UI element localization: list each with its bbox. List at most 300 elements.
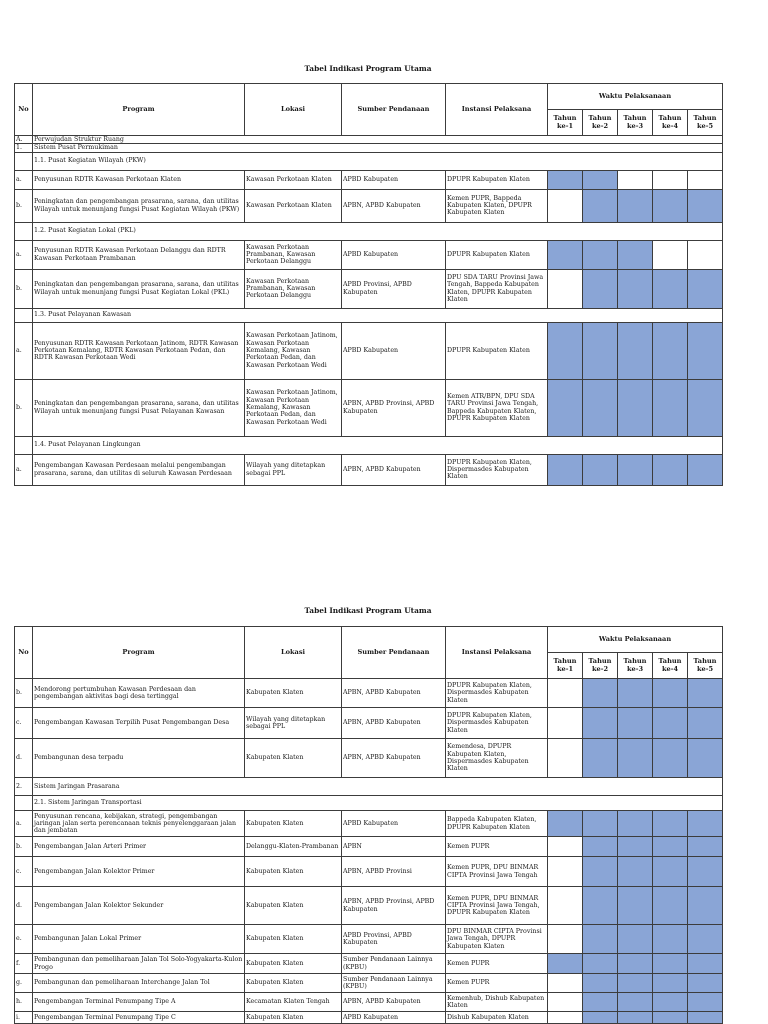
year-4-cell	[653, 240, 688, 269]
year-2-cell	[583, 240, 618, 269]
year-2-cell	[583, 379, 618, 436]
year-1-cell	[548, 679, 583, 708]
lokasi-cell: Kabupaten Klaten	[245, 857, 342, 887]
year-3-cell	[618, 925, 653, 954]
year-5-cell	[688, 170, 723, 189]
program-cell	[33, 887, 245, 925]
table-row	[15, 189, 723, 222]
sumber-cell: APBN, APBD Kabupaten	[342, 739, 446, 778]
table-row	[15, 240, 723, 269]
program-cell	[33, 240, 245, 269]
table-row	[15, 1012, 723, 1024]
program-wrap	[34, 719, 243, 726]
program-text: Penyusunan RDTR Kawasan Perkotaan Jatinom, RDTR Kawasan Perkotaan Kemalang, RDTR Kawasan Perkotaan Pedan, dan RDTR Kawasan Perkotaan Wedi	[34, 339, 239, 362]
sumber-cell: Sumber Pendanaan Lainnya (KPBU)	[342, 974, 446, 993]
table-row	[15, 837, 723, 857]
year-3-cell	[618, 974, 653, 993]
program-wrap	[34, 843, 243, 850]
program-wrap	[34, 979, 243, 986]
program-text: Penyusunan RDTR Kawasan Perkotaan Klaten	[34, 175, 182, 183]
year-3-cell	[618, 170, 653, 189]
year-3-cell	[618, 811, 653, 837]
year-3-cell	[618, 240, 653, 269]
group-row	[15, 136, 723, 144]
program-text: Penyusunan RDTR Kawasan Perkotaan Delanggu dan RDTR Kawasan Perkotaan Prambanan	[34, 247, 226, 262]
subgroup-title: 1.1. Pusat Kegiatan Wilayah (PKW)	[33, 152, 723, 170]
row-number	[15, 308, 33, 322]
year-5-cell	[688, 454, 723, 485]
year-2-cell	[583, 811, 618, 837]
year-4-cell	[653, 954, 688, 974]
item-letter: b.	[16, 201, 23, 209]
header-year-4: Tahun ke-4	[653, 653, 688, 679]
program-cell	[33, 954, 245, 974]
program-wrap	[34, 868, 243, 875]
program-cell	[33, 1012, 245, 1024]
program-cell	[33, 925, 245, 954]
header-program: Program	[33, 84, 245, 136]
group-row	[15, 144, 723, 152]
year-3-cell	[618, 954, 653, 974]
year-3-cell	[618, 993, 653, 1012]
year-4-cell	[653, 708, 688, 739]
program-cell	[33, 974, 245, 993]
year-3-cell	[618, 1012, 653, 1024]
lokasi-cell: Kabupaten Klaten	[245, 679, 342, 708]
year-1-cell	[548, 240, 583, 269]
header-sumber: Sumber Pendanaan	[342, 627, 446, 679]
year-3-cell	[618, 708, 653, 739]
header-lokasi: Lokasi	[245, 84, 342, 136]
sumber-cell: APBN, APBD Provinsi, APBD Kabupaten	[342, 379, 446, 436]
sumber-cell: APBD Kabupaten	[342, 811, 446, 837]
year-5-cell	[688, 269, 723, 308]
header-year-5: Tahun ke-5	[688, 653, 723, 679]
instansi-cell: Kemenhub, Dishub Kabupaten Klaten	[446, 993, 548, 1012]
year-5-cell	[688, 739, 723, 778]
row-number	[15, 993, 33, 1012]
instansi-cell: Kemen ATR/BPN, DPU SDA TARU Provinsi Jawa Tengah, Bappeda Kabupaten Klaten, DPUPR Kabupaten Klaten	[446, 379, 548, 436]
program-text: Pengembangan Jalan Arteri Primer	[34, 842, 147, 850]
year-2-cell	[583, 679, 618, 708]
year-3-cell	[618, 269, 653, 308]
program-wrap	[34, 247, 243, 262]
sumber-cell: APBD Kabupaten	[342, 1012, 446, 1024]
page-2-title: Tabel Indikasi Program Utama	[304, 606, 432, 615]
item-letter: h.	[16, 998, 23, 1006]
year-2-cell	[583, 739, 618, 778]
item-letter: g.	[16, 979, 23, 987]
year-2-cell	[583, 954, 618, 974]
year-5-cell	[688, 993, 723, 1012]
year-2-cell	[583, 993, 618, 1012]
row-number	[15, 152, 33, 170]
year-5-cell	[688, 379, 723, 436]
header-instansi: Instansi Pelaksana	[446, 84, 548, 136]
item-letter: e.	[16, 935, 22, 943]
page-1-title: Tabel Indikasi Program Utama	[304, 64, 432, 73]
year-4-cell	[653, 993, 688, 1012]
program-cell	[33, 322, 245, 379]
header-year-3: Tahun ke-3	[618, 110, 653, 136]
year-5-cell	[688, 887, 723, 925]
row-number	[15, 436, 33, 454]
header-year-2: Tahun ke-2	[583, 110, 618, 136]
year-4-cell	[653, 679, 688, 708]
sumber-cell: APBN, APBD Kabupaten	[342, 708, 446, 739]
year-3-cell	[618, 857, 653, 887]
row-number: 1.	[15, 144, 33, 152]
program-cell	[33, 837, 245, 857]
program-cell	[33, 170, 245, 189]
instansi-cell: Bappeda Kabupaten Klaten, DPUPR Kabupaten Klaten	[446, 811, 548, 837]
row-number	[15, 974, 33, 993]
subgroup-row	[15, 436, 723, 454]
program-wrap	[34, 400, 243, 415]
row-number: A.	[15, 136, 33, 144]
row-number: 2.	[15, 778, 33, 796]
row-number	[15, 222, 33, 240]
header-year-3: Tahun ke-3	[618, 653, 653, 679]
year-5-cell	[688, 708, 723, 739]
table-row	[15, 954, 723, 974]
row-number	[15, 954, 33, 974]
item-letter: b.	[16, 284, 23, 292]
header-year-1: Tahun ke-1	[548, 110, 583, 136]
sumber-cell: APBD Provinsi, APBD Kabupaten	[342, 269, 446, 308]
program-text: Peningkatan dan pengembangan prasarana, sarana, dan utilitas Wilayah untuk menunjang fungsi Pusat Pelayanan Kawasan	[34, 400, 239, 415]
year-4-cell	[653, 837, 688, 857]
year-1-cell	[548, 454, 583, 485]
item-letter: a.	[16, 346, 22, 354]
year-4-cell	[653, 170, 688, 189]
year-4-cell	[653, 454, 688, 485]
year-1-cell	[548, 837, 583, 857]
subgroup-title: 1.3. Pusat Pelayanan Kawasan	[33, 308, 723, 322]
lokasi-cell: Wilayah yang ditetapkan sebagai PPL	[245, 454, 342, 485]
subgroup-row	[15, 796, 723, 811]
sumber-cell: APBN	[342, 837, 446, 857]
year-3-cell	[618, 322, 653, 379]
year-5-cell	[688, 322, 723, 379]
instansi-cell: Kemen PUPR	[446, 954, 548, 974]
item-letter: d.	[16, 754, 23, 762]
row-number	[15, 837, 33, 857]
row-number	[15, 708, 33, 739]
subgroup-title: 2.1. Sistem Jaringan Transportasi	[33, 796, 723, 811]
header-program: Program	[33, 627, 245, 679]
program-wrap	[34, 754, 243, 761]
program-text: Pengembangan Terminal Penumpang Tipe C	[34, 1013, 176, 1021]
instansi-cell: Kemendesa, DPUPR Kabupaten Klaten, Dispermasdes Kabupaten Klaten	[446, 739, 548, 778]
program-cell	[33, 857, 245, 887]
year-3-cell	[618, 679, 653, 708]
year-1-cell	[548, 925, 583, 954]
year-1-cell	[548, 739, 583, 778]
instansi-cell: Kemen PUPR	[446, 974, 548, 993]
instansi-cell: Kemen PUPR, DPU BINMAR CIPTA Provinsi Jawa Tengah	[446, 857, 548, 887]
program-table-1	[14, 83, 723, 486]
program-wrap	[34, 813, 243, 835]
lokasi-cell: Kabupaten Klaten	[245, 1012, 342, 1024]
instansi-cell: Kemen PUPR, DPU BINMAR CIPTA Provinsi Jawa Tengah, DPUPR Kabupaten Klaten	[446, 887, 548, 925]
row-number	[15, 796, 33, 811]
year-1-cell	[548, 887, 583, 925]
year-4-cell	[653, 925, 688, 954]
row-number	[15, 857, 33, 887]
year-2-cell	[583, 974, 618, 993]
year-5-cell	[688, 954, 723, 974]
year-2-cell	[583, 1012, 618, 1024]
year-2-cell	[583, 857, 618, 887]
lokasi-cell: Kabupaten Klaten	[245, 954, 342, 974]
header-no: No	[15, 627, 33, 679]
program-cell	[33, 189, 245, 222]
year-5-cell	[688, 811, 723, 837]
instansi-cell: DPUPR Kabupaten Klaten, Dispermasdes Kabupaten Klaten	[446, 708, 548, 739]
lokasi-cell: Kabupaten Klaten	[245, 739, 342, 778]
sumber-cell: APBD Kabupaten	[342, 240, 446, 269]
page-1-table-wrap	[14, 83, 722, 486]
page-2-table-wrap	[14, 626, 722, 1024]
lokasi-cell: Kawasan Perkotaan Prambanan, Kawasan Perkotaan Delanggu	[245, 240, 342, 269]
table-row	[15, 925, 723, 954]
table-row	[15, 739, 723, 778]
sumber-cell: APBD Kabupaten	[342, 322, 446, 379]
program-wrap	[34, 956, 243, 971]
year-4-cell	[653, 857, 688, 887]
item-letter: a.	[16, 465, 22, 473]
lokasi-cell: Kawasan Perkotaan Jatinom, Kawasan Perkotaan Kemalang, Kawasan Perkotaan Pedan, dan Kawasan Perkotaan Wedi	[245, 379, 342, 436]
header-waktu-pelaksanaan: Waktu Pelaksanaan	[548, 627, 723, 653]
item-letter: a.	[16, 250, 22, 258]
year-1-cell	[548, 857, 583, 887]
item-letter: b.	[16, 689, 23, 697]
year-1-cell	[548, 379, 583, 436]
lokasi-cell: Kawasan Perkotaan Klaten	[245, 170, 342, 189]
table-row	[15, 269, 723, 308]
instansi-cell: Kemen PUPR	[446, 837, 548, 857]
header-no: No	[15, 84, 33, 136]
year-1-cell	[548, 189, 583, 222]
lokasi-cell: Kawasan Perkotaan Klaten	[245, 189, 342, 222]
instansi-cell: DPUPR Kabupaten Klaten	[446, 240, 548, 269]
row-number	[15, 379, 33, 436]
instansi-cell: DPU SDA TARU Provinsi Jawa Tengah, Bappeda Kabupaten Klaten, DPUPR Kabupaten Klaten	[446, 269, 548, 308]
year-4-cell	[653, 269, 688, 308]
year-5-cell	[688, 679, 723, 708]
program-wrap	[34, 198, 243, 213]
subgroup-row	[15, 308, 723, 322]
item-letter: i.	[16, 1013, 21, 1021]
program-wrap	[34, 902, 243, 909]
row-number	[15, 739, 33, 778]
header-year-4: Tahun ke-4	[653, 110, 688, 136]
program-cell	[33, 454, 245, 485]
program-text: Pengembangan Terminal Penumpang Tipe A	[34, 998, 176, 1006]
table-row	[15, 993, 723, 1012]
lokasi-cell: Kabupaten Klaten	[245, 887, 342, 925]
item-letter: b.	[16, 842, 23, 850]
year-1-cell	[548, 269, 583, 308]
year-5-cell	[688, 1012, 723, 1024]
item-letter: f.	[16, 959, 21, 967]
header-year-2: Tahun ke-2	[583, 653, 618, 679]
item-letter: a.	[16, 819, 22, 827]
sumber-cell: APBN, APBD Kabupaten	[342, 993, 446, 1012]
year-4-cell	[653, 811, 688, 837]
program-wrap	[34, 462, 243, 477]
header-year-1: Tahun ke-1	[548, 653, 583, 679]
row-number	[15, 269, 33, 308]
subgroup-title: 1.4. Pusat Pelayanan Lingkungan	[33, 436, 723, 454]
row-number	[15, 887, 33, 925]
sumber-cell: APBN, APBD Provinsi, APBD Kabupaten	[342, 887, 446, 925]
program-text: Pembangunan desa terpadu	[34, 754, 124, 762]
instansi-cell: DPUPR Kabupaten Klaten, Dispermasdes Kabupaten Klaten	[446, 679, 548, 708]
program-wrap	[34, 340, 243, 362]
group-row	[15, 778, 723, 796]
program-text: Pengembangan Jalan Kolektor Primer	[34, 867, 155, 875]
program-wrap	[34, 935, 243, 942]
year-2-cell	[583, 708, 618, 739]
year-1-cell	[548, 708, 583, 739]
instansi-cell: DPUPR Kabupaten Klaten	[446, 322, 548, 379]
subgroup-row	[15, 222, 723, 240]
header-instansi: Instansi Pelaksana	[446, 627, 548, 679]
header-row	[15, 627, 723, 653]
year-3-cell	[618, 887, 653, 925]
year-4-cell	[653, 974, 688, 993]
item-letter: a.	[16, 175, 22, 183]
year-2-cell	[583, 925, 618, 954]
year-5-cell	[688, 189, 723, 222]
program-table-2	[14, 626, 723, 1024]
subgroup-title: 1.2. Pusat Kegiatan Lokal (PKL)	[33, 222, 723, 240]
header-row	[15, 84, 723, 110]
year-2-cell	[583, 322, 618, 379]
year-4-cell	[653, 739, 688, 778]
instansi-cell: Kemen PUPR, Bappeda Kabupaten Klaten, DPUPR Kabupaten Klaten	[446, 189, 548, 222]
year-3-cell	[618, 379, 653, 436]
program-cell	[33, 379, 245, 436]
program-cell	[33, 739, 245, 778]
sumber-cell: APBN, APBD Kabupaten	[342, 679, 446, 708]
year-2-cell	[583, 269, 618, 308]
year-5-cell	[688, 837, 723, 857]
program-wrap	[34, 176, 243, 183]
program-text: Pengembangan Kawasan Terpilih Pusat Pengembangan Desa	[34, 719, 230, 727]
item-letter: d.	[16, 901, 23, 909]
row-number	[15, 322, 33, 379]
year-4-cell	[653, 1012, 688, 1024]
program-wrap	[34, 686, 243, 701]
year-1-cell	[548, 811, 583, 837]
program-text: Peningkatan dan pengembangan prasarana, sarana, dan utilitas Wilayah untuk menunjang fungsi Pusat Kegiatan Wilayah (PKW)	[34, 198, 240, 213]
program-cell	[33, 269, 245, 308]
year-4-cell	[653, 189, 688, 222]
year-4-cell	[653, 379, 688, 436]
sumber-cell: APBN, APBD Provinsi	[342, 857, 446, 887]
header-year-5: Tahun ke-5	[688, 110, 723, 136]
lokasi-cell: Wilayah yang ditetapkan sebagai PPL	[245, 708, 342, 739]
year-2-cell	[583, 837, 618, 857]
program-cell	[33, 993, 245, 1012]
table-row	[15, 170, 723, 189]
instansi-cell: DPUPR Kabupaten Klaten	[446, 170, 548, 189]
lokasi-cell: Kabupaten Klaten	[245, 811, 342, 837]
program-cell	[33, 811, 245, 837]
program-wrap	[34, 281, 243, 296]
item-letter: c.	[16, 867, 22, 875]
year-1-cell	[548, 170, 583, 189]
year-4-cell	[653, 887, 688, 925]
table-row	[15, 679, 723, 708]
table-row	[15, 974, 723, 993]
year-3-cell	[618, 189, 653, 222]
sumber-cell: APBN, APBD Kabupaten	[342, 189, 446, 222]
header-waktu-pelaksanaan: Waktu Pelaksanaan	[548, 84, 723, 110]
lokasi-cell: Kecamatan Klaten Tengah	[245, 993, 342, 1012]
program-cell	[33, 708, 245, 739]
year-3-cell	[618, 837, 653, 857]
table-row	[15, 379, 723, 436]
sumber-cell: APBD Kabupaten	[342, 170, 446, 189]
header-sumber: Sumber Pendanaan	[342, 84, 446, 136]
row-number	[15, 811, 33, 837]
year-1-cell	[548, 1012, 583, 1024]
lokasi-cell: Kawasan Perkotaan Jatinom, Kawasan Perkotaan Kemalang, Kawasan Perkotaan Pedan, dan Kawasan Perkotaan Wedi	[245, 322, 342, 379]
sumber-cell: Sumber Pendanaan Lainnya (KPBU)	[342, 954, 446, 974]
year-2-cell	[583, 170, 618, 189]
year-4-cell	[653, 322, 688, 379]
year-5-cell	[688, 240, 723, 269]
program-text: Mendorong pertumbuhan Kawasan Perdesaan dan pengembangan aktivitas bagi desa tertinggal	[34, 685, 196, 700]
lokasi-cell: Delanggu-Klaten-Prambanan	[245, 837, 342, 857]
group-title: Sistem Pusat Permukiman	[33, 144, 723, 152]
table-row	[15, 454, 723, 485]
group-title: Perwujudan Struktur Ruang	[33, 136, 723, 144]
year-2-cell	[583, 454, 618, 485]
row-number	[15, 189, 33, 222]
year-3-cell	[618, 454, 653, 485]
sumber-cell: APBD Provinsi, APBD Kabupaten	[342, 925, 446, 954]
table-row	[15, 887, 723, 925]
row-number	[15, 170, 33, 189]
group-title: Sistem Jaringan Prasarana	[33, 778, 723, 796]
year-3-cell	[618, 739, 653, 778]
year-5-cell	[688, 925, 723, 954]
year-5-cell	[688, 857, 723, 887]
program-text: Peningkatan dan pengembangan prasarana, sarana, dan utilitas Wilayah untuk menunjang fungsi Pusat Kegiatan Lokal (PKL)	[34, 281, 239, 296]
year-2-cell	[583, 887, 618, 925]
instansi-cell: Dishub Kabupaten Klaten	[446, 1012, 548, 1024]
item-letter: b.	[16, 403, 23, 411]
row-number	[15, 679, 33, 708]
row-number	[15, 1012, 33, 1024]
year-1-cell	[548, 322, 583, 379]
program-text: Pembangunan Jalan Lokal Primer	[34, 935, 142, 943]
table-row	[15, 857, 723, 887]
program-text: Pembangunan dan pemeliharaan Interchange Jalan Tol	[34, 979, 210, 987]
header-lokasi: Lokasi	[245, 627, 342, 679]
instansi-cell: DPU BINMAR CIPTA Provinsi Jawa Tengah, DPUPR Kabupaten Klaten	[446, 925, 548, 954]
year-1-cell	[548, 993, 583, 1012]
year-1-cell	[548, 954, 583, 974]
subgroup-row	[15, 152, 723, 170]
instansi-cell: DPUPR Kabupaten Klaten, Dispermasdes Kabupaten Klaten	[446, 454, 548, 485]
program-text: Pengembangan Jalan Kolektor Sekunder	[34, 901, 164, 909]
